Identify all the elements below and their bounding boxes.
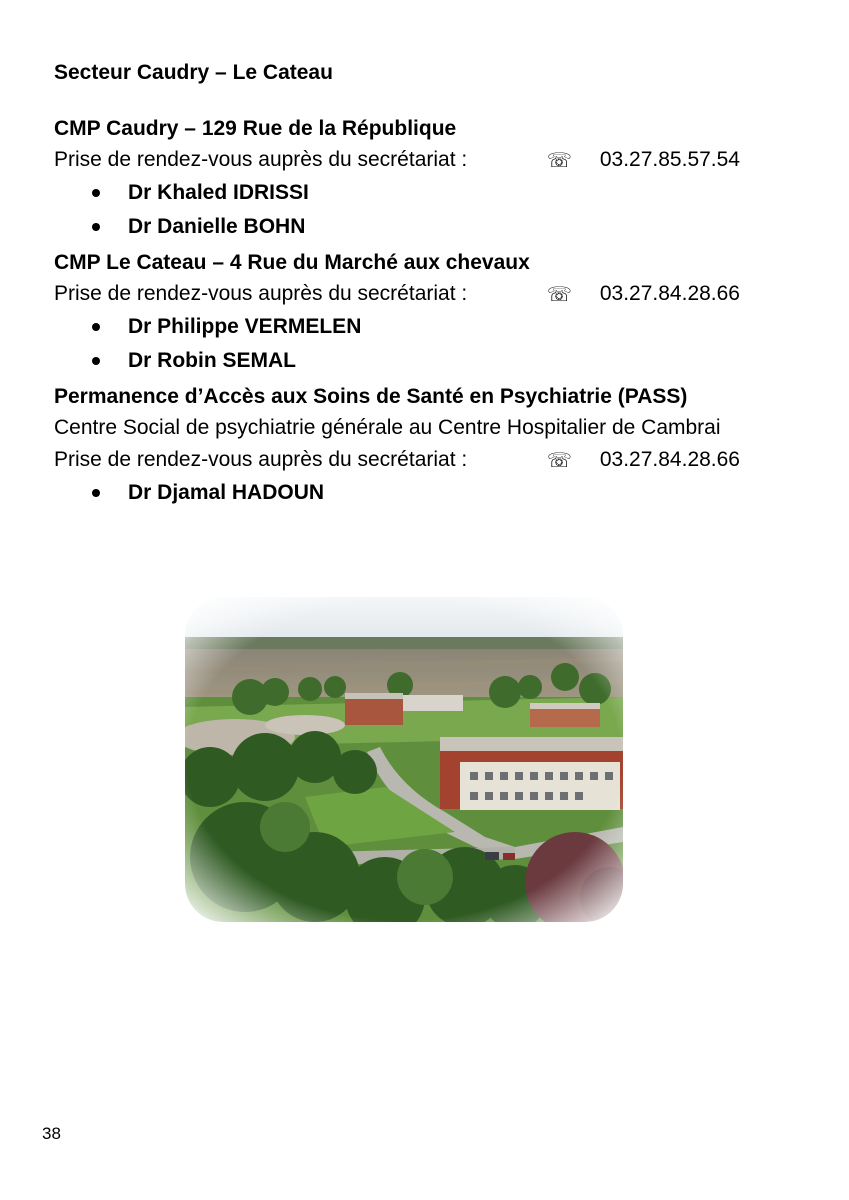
appointment-label: Prise de rendez-vous auprès du secrétariat : [54, 448, 468, 471]
center-le-cateau [54, 248, 752, 378]
appointment-line [54, 444, 740, 476]
doctor-item: Dr Khaled IDRISSI [54, 176, 752, 210]
appointment-label: Prise de rendez-vous auprès du secrétariat : [54, 148, 468, 171]
center-title: CMP Le Cateau – 4 Rue du Marché aux chevaux [54, 251, 530, 274]
center-caudry [54, 114, 752, 244]
appointment-line [54, 144, 740, 176]
page-content [54, 58, 752, 510]
doctor-item: Dr Djamal HADOUN [54, 476, 752, 510]
phone-group [547, 444, 740, 476]
doctor-item: Dr Robin SEMAL [54, 344, 752, 378]
phone-group [547, 278, 740, 310]
center-title: Permanence d’Accès aux Soins de Santé en Psychiatrie (PASS) [54, 385, 688, 408]
telephone-icon: ☏ [546, 448, 572, 472]
center-title: CMP Caudry – 129 Rue de la République [54, 117, 457, 140]
telephone-icon: ☏ [546, 148, 572, 172]
center-description: Centre Social de psychiatrie générale au Centre Hospitalier de Cambrai [54, 416, 721, 439]
phone-number: 03.27.84.28.66 [599, 448, 740, 471]
hospital-aerial-photo [185, 597, 623, 922]
sector-title: Secteur Caudry – Le Cateau [54, 61, 333, 84]
page-number: 38 [42, 1124, 61, 1143]
telephone-icon: ☏ [546, 282, 572, 306]
doctor-list [54, 476, 752, 510]
phone-number: 03.27.84.28.66 [599, 282, 740, 305]
doctor-list [54, 310, 752, 378]
appointment-label: Prise de rendez-vous auprès du secrétariat : [54, 282, 468, 305]
appointment-line [54, 278, 740, 310]
phone-group [547, 144, 740, 176]
doctor-item: Dr Danielle BOHN [54, 210, 752, 244]
center-pass [54, 382, 752, 510]
phone-number: 03.27.85.57.54 [599, 148, 740, 171]
doctor-list [54, 176, 752, 244]
doctor-item: Dr Philippe VERMELEN [54, 310, 752, 344]
